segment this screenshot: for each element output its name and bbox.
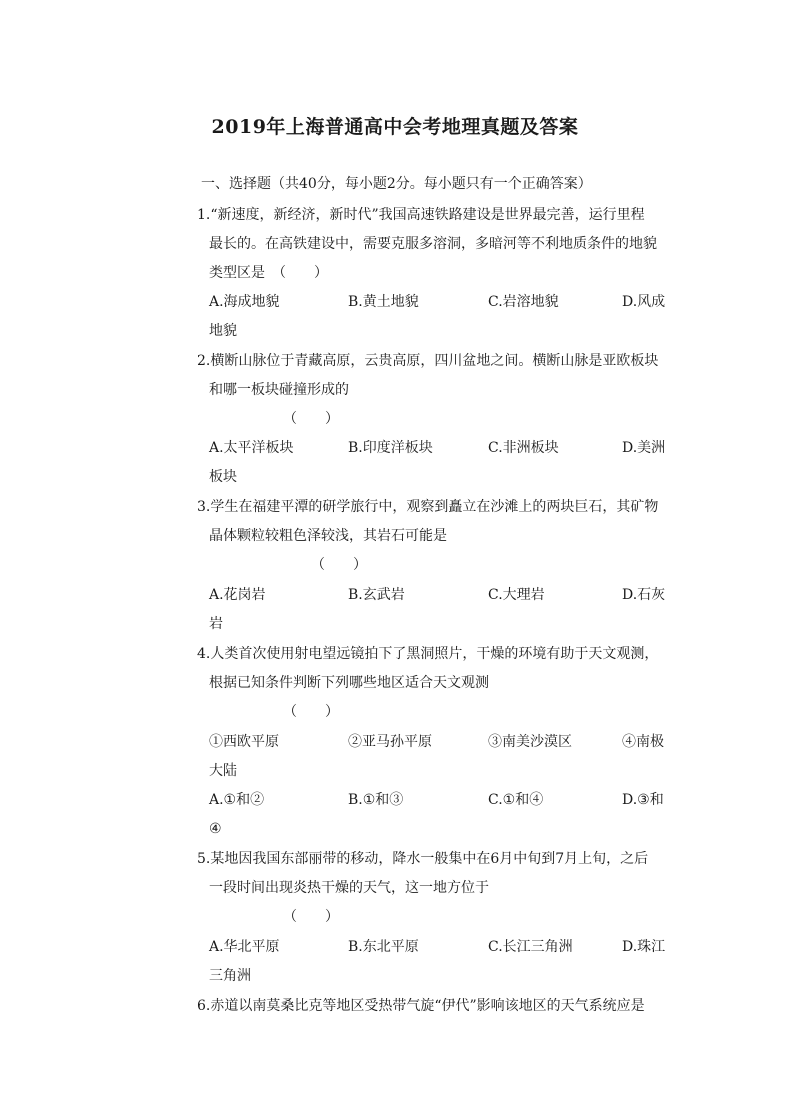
question-3-option-a: A.花岗岩 xyxy=(209,587,266,603)
question-3-answer-blank: （ ） xyxy=(311,557,367,573)
question-5-option-a: A.华北平原 xyxy=(209,939,280,955)
question-4-option-b: B.①和③ xyxy=(348,792,404,808)
question-5-option-d: D.珠江 xyxy=(622,939,666,955)
question-1-option-d: D.风成 xyxy=(622,294,666,310)
question-4-answer-blank: （ ） xyxy=(283,704,339,720)
question-4-choice-1: ①西欧平原 xyxy=(209,734,279,750)
question-1-option-a: A.海成地貌 xyxy=(209,294,280,310)
question-1-option-c: C.岩溶地貌 xyxy=(488,294,559,310)
question-5-line-2: 一段时间出现炎热干燥的天气，这一地方位于 xyxy=(209,880,489,896)
question-1-line-2: 最长的。在高铁建设中，需要克服多溶洞，多暗河等不利地质条件的地貌 xyxy=(209,236,657,252)
question-4-option-d-wrap: ④ xyxy=(209,821,222,837)
question-2-option-b: B.印度洋板块 xyxy=(348,440,433,456)
question-4-line-2: 根据已知条件判断下列哪些地区适合天文观测 xyxy=(209,675,489,691)
question-2-answer-blank: （ ） xyxy=(283,411,339,427)
question-5-option-d-wrap: 三角洲 xyxy=(209,968,251,984)
question-4-choice-2: ②亚马孙平原 xyxy=(348,734,432,750)
question-3-option-b: B.玄武岩 xyxy=(348,587,405,603)
question-2-option-c: C.非洲板块 xyxy=(488,440,559,456)
question-2-line-1: 2.横断山脉位于青藏高原，云贵高原，四川盆地之间。横断山脉是亚欧板块 xyxy=(197,353,659,369)
question-3-line-2: 晶体颗粒较粗色泽较浅，其岩石可能是 xyxy=(209,528,447,544)
question-1-option-d-wrap: 地貌 xyxy=(209,323,237,339)
question-6-line-1: 6.赤道以南莫桑比克等地区受热带气旋“伊代”影响该地区的天气系统应是 xyxy=(197,998,645,1014)
question-1-line-3: 类型区是 （ ） xyxy=(209,265,328,281)
question-4-choice-4-wrap: 大陆 xyxy=(209,763,237,779)
question-3-option-d: D.石灰 xyxy=(622,587,666,603)
question-4-option-a: A.①和② xyxy=(209,792,265,808)
question-5-answer-blank: （ ） xyxy=(283,909,339,925)
question-3-option-c: C.大理岩 xyxy=(488,587,545,603)
question-5-option-b: B.东北平原 xyxy=(348,939,419,955)
question-4-choice-4: ④南极 xyxy=(622,734,664,750)
question-2-option-a: A.太平洋板块 xyxy=(209,440,294,456)
question-3-option-d-wrap: 岩 xyxy=(209,616,223,632)
question-4-line-1: 4.人类首次使用射电望远镜拍下了黑洞照片，干燥的环境有助于天文观测， xyxy=(197,646,659,662)
question-4-choice-3: ③南美沙漠区 xyxy=(488,734,572,750)
question-2-option-d-wrap: 板块 xyxy=(209,469,237,485)
page-title: 2019年上海普通高中会考地理真题及答案 xyxy=(211,116,579,138)
question-2-option-d: D.美洲 xyxy=(622,440,666,456)
question-3-line-1: 3.学生在福建平潭的研学旅行中，观察到矗立在沙滩上的两块巨石，其矿物 xyxy=(197,499,659,515)
section-heading: 一、选择题（共40分，每小题2分。每小题只有一个正确答案） xyxy=(201,176,592,192)
question-2-line-2: 和哪一板块碰撞形成的 xyxy=(209,382,349,398)
question-1-option-b: B.黄土地貌 xyxy=(348,294,419,310)
question-1-line-1: 1.“新速度，新经济，新时代”我国高速铁路建设是世界最完善，运行里程 xyxy=(197,207,645,223)
question-5-line-1: 5.某地因我国东部丽带的移动，降水一般集中在6月中旬到7月上旬，之后 xyxy=(197,851,649,867)
question-4-option-c: C.①和④ xyxy=(488,792,544,808)
question-4-option-d: D.③和 xyxy=(622,792,664,808)
question-5-option-c: C.长江三角洲 xyxy=(488,939,573,955)
